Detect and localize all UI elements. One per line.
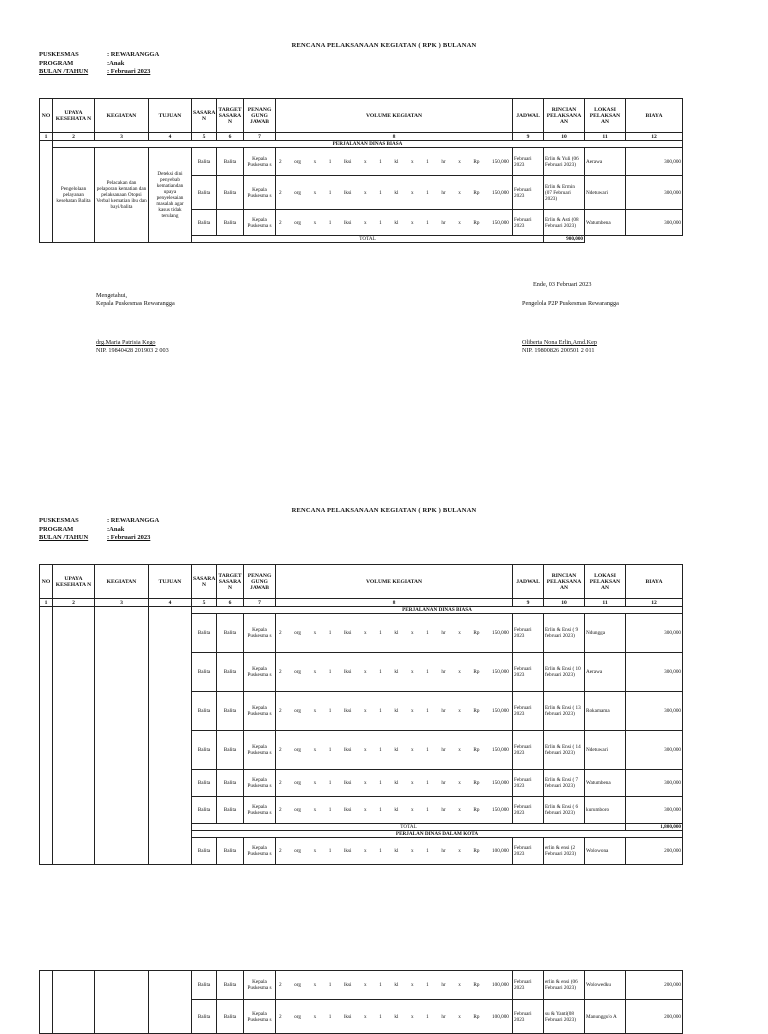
col-jadwal: JADWAL	[513, 99, 544, 133]
rincian-cell: Erlin & Ensi ( 14 februari 2023)	[544, 731, 585, 770]
right-signer-name: Oliberta Nona Erlin,Amd.Kep	[522, 339, 597, 346]
target-cell: Balita	[217, 148, 244, 176]
volume-cell: 2 org x 1 lksi x 1 kl x 1 hr x Rp 100,000	[276, 971, 513, 1000]
col-num-12: 12	[626, 133, 683, 141]
jadwal-cell: Februari 2023	[513, 731, 544, 770]
total-label: TOTAL	[192, 236, 544, 243]
upaya-cell	[53, 971, 95, 1034]
biaya-cell: 300,000	[626, 176, 683, 210]
rincian-cell: Erlin & Asti (08 Februari 2023)	[544, 210, 585, 236]
rincian-cell: Erlin & Ensi ( 13 februari 2023)	[544, 692, 585, 731]
bulan-value: : Februari 2023	[107, 68, 151, 75]
pengelola-label: Pengelola P2P Puskesmas Rewarangga	[522, 300, 619, 307]
col-upaya: UPAYA KESEHATA N	[53, 99, 95, 133]
total-label: TOTAL	[192, 824, 626, 831]
col-num-10: 10	[544, 133, 585, 141]
section-row	[40, 141, 683, 148]
right-signer-nip: NIP. 19800826 200501 2 011	[522, 347, 595, 354]
header-meta	[39, 51, 159, 77]
lokasi-cell: kurumboro	[585, 797, 626, 824]
section-label: PERJALANAN DINAS BIASA	[192, 607, 683, 614]
sasaran-cell: Balita	[192, 971, 217, 1000]
volume-cell: 2 org x 1 lksi x 1 kl x 1 hr x Rp 150,000	[276, 797, 513, 824]
upaya-cell	[53, 607, 95, 865]
col-jadwal: JADWAL	[513, 565, 544, 599]
rpk-table-page1	[39, 98, 683, 243]
lokasi-cell: Aerawa	[585, 653, 626, 692]
target-cell: Balita	[217, 971, 244, 1000]
pj-cell: Kepala Puskesma s	[244, 176, 276, 210]
col-rincian: RINCIAN PELAKSANA AN	[544, 565, 585, 599]
col-kegiatan: KEGIATAN	[95, 565, 149, 599]
total-value: 900,000	[544, 236, 585, 243]
table-header-row	[40, 565, 683, 599]
col-num-9: 9	[513, 133, 544, 141]
program-label: PROGRAM	[39, 525, 74, 533]
column-number-row	[40, 599, 683, 607]
sasaran-cell: Balita	[192, 838, 217, 865]
pj-cell: Kepala Puskesma s	[244, 210, 276, 236]
sasaran-cell: Balita	[192, 148, 217, 176]
table-row	[40, 971, 683, 1000]
pj-cell: Kepala Puskesma s	[244, 797, 276, 824]
volume-cell: 2 org x 1 lksi x 1 kl x 1 hr x Rp 100,000	[276, 1000, 513, 1034]
biaya-cell: 300,000	[626, 692, 683, 731]
col-num-12: 12	[626, 599, 683, 607]
target-cell: Balita	[217, 731, 244, 770]
col-no: NO	[40, 99, 53, 133]
col-num-10: 10	[544, 599, 585, 607]
rincian-cell: erlin & ensi (06 Februari 2023)	[544, 971, 585, 1000]
target-cell: Balita	[217, 797, 244, 824]
lokasi-cell: Rokamama	[585, 692, 626, 731]
no-cell	[40, 971, 53, 1034]
section-label: PERJALANAN DINAS BIASA	[53, 141, 683, 148]
jadwal-cell: Februari 2023	[513, 770, 544, 797]
col-num-6: 6	[217, 599, 244, 607]
kegiatan-cell	[95, 971, 149, 1034]
header-meta-2	[39, 517, 159, 543]
col-sasaran: SASARA N	[192, 565, 217, 599]
lokasi-cell: Wolowona	[585, 838, 626, 865]
sasaran-cell: Balita	[192, 176, 217, 210]
pj-cell: Kepala Puskesma s	[244, 692, 276, 731]
rincian-cell: Erlin & Ermin (07 Februari 2023)	[544, 176, 585, 210]
col-lokasi: LOKASI PELAKSAN AN	[585, 565, 626, 599]
biaya-cell: 300,000	[626, 653, 683, 692]
col-num-7: 7	[244, 599, 276, 607]
no-cell	[40, 607, 53, 865]
rincian-cell: Erlin & Ensi ( 9 februari 2023)	[544, 614, 585, 653]
lokasi-cell: Watumbena	[585, 210, 626, 236]
col-num-3: 3	[95, 599, 149, 607]
sasaran-cell: Balita	[192, 770, 217, 797]
sasaran-cell: Balita	[192, 731, 217, 770]
col-penanggung: PENANG GUNG JAWAB	[244, 99, 276, 133]
left-signer-nip: NIP. 19840428 201903 2 003	[96, 347, 169, 354]
col-num-8: 8	[276, 599, 513, 607]
place-date: Ende, 03 Februari 2023	[533, 281, 592, 288]
volume-cell: 2 org x 1 lksi x 1 kl x 1 hr x Rp 150,000	[276, 176, 513, 210]
col-volume: VOLUME KEGIATAN	[276, 565, 513, 599]
volume-cell: 2 org x 1 lksi x 1 kl x 1 hr x Rp 150,000	[276, 148, 513, 176]
target-cell: Balita	[217, 770, 244, 797]
volume-cell: 2 org x 1 lksi x 1 kl x 1 hr x Rp 100,000	[276, 838, 513, 865]
col-num-2: 2	[53, 133, 95, 141]
lokasi-cell: Ndetuwari	[585, 176, 626, 210]
biaya-cell: 300,000	[626, 770, 683, 797]
pj-cell: Kepala Puskesma s	[244, 1000, 276, 1034]
rpk-table-page2	[39, 564, 683, 865]
jadwal-cell: Februari 2023	[513, 692, 544, 731]
col-num-5: 5	[192, 599, 217, 607]
biaya-cell: 300,000	[626, 148, 683, 176]
table-header-row	[40, 99, 683, 133]
col-num-5: 5	[192, 133, 217, 141]
col-upaya: UPAYA KESEHATA N	[53, 565, 95, 599]
biaya-cell: 200,000	[626, 971, 683, 1000]
kegiatan-cell	[95, 607, 149, 865]
bulan-label: BULAN /TAHUN	[39, 534, 89, 541]
jadwal-cell: Februari 2023	[513, 1000, 544, 1034]
target-cell: Balita	[217, 614, 244, 653]
col-num-6: 6	[217, 133, 244, 141]
puskesmas-value: : REWARANGGA	[107, 51, 160, 58]
mengetahui-label: Mengetahui,	[96, 292, 128, 299]
biaya-cell: 300,000	[626, 614, 683, 653]
rincian-cell: Erlin & Ensi ( 6 februari 2023)	[544, 797, 585, 824]
tujuan-cell: Deteksi dini penyebab kematiandan upaya penyelesaian masalah agar kasus tidak terulang	[149, 148, 192, 243]
sasaran-cell: Balita	[192, 692, 217, 731]
target-cell: Balita	[217, 653, 244, 692]
col-rincian: RINCIAN PELAKSANA AN	[544, 99, 585, 133]
target-cell: Balita	[217, 176, 244, 210]
biaya-cell: 200,000	[626, 1000, 683, 1034]
pj-cell: Kepala Puskesma s	[244, 148, 276, 176]
column-number-row	[40, 133, 683, 141]
bulan-label: BULAN /TAHUN	[39, 68, 89, 75]
col-num-1: 1	[40, 599, 53, 607]
signature-left	[96, 292, 175, 308]
bulan-value: : Februari 2023	[107, 534, 151, 541]
lokasi-cell: Ndetuwari	[585, 731, 626, 770]
col-num-11: 11	[585, 599, 626, 607]
col-no: NO	[40, 565, 53, 599]
program-label: PROGRAM	[39, 59, 74, 67]
col-target: TARGET SASARA N	[217, 565, 244, 599]
sasaran-cell: Balita	[192, 1000, 217, 1034]
puskesmas-label: PUSKESMAS	[39, 517, 79, 524]
sasaran-cell: Balita	[192, 614, 217, 653]
pj-cell: Kepala Puskesma s	[244, 653, 276, 692]
col-num-9: 9	[513, 599, 544, 607]
col-volume: VOLUME KEGIATAN	[276, 99, 513, 133]
target-cell: Balita	[217, 692, 244, 731]
kepala-label: Kepala Puskesmas Rewarangga	[96, 300, 175, 307]
jadwal-cell: Februari 2023	[513, 838, 544, 865]
target-cell: Balita	[217, 1000, 244, 1034]
col-sasaran: SASARA N	[192, 99, 217, 133]
rincian-cell: Erlin & Ensi ( 10 februari 2023)	[544, 653, 585, 692]
lokasi-cell: Watumbena	[585, 770, 626, 797]
sasaran-cell: Balita	[192, 797, 217, 824]
volume-cell: 2 org x 1 lksi x 1 kl x 1 hr x Rp 150,000	[276, 614, 513, 653]
col-num-2: 2	[53, 599, 95, 607]
jadwal-cell: Februari 2023	[513, 653, 544, 692]
sasaran-cell: Balita	[192, 653, 217, 692]
jadwal-cell: Februari 2023	[513, 210, 544, 236]
lokasi-cell: Manunggu'o A	[585, 1000, 626, 1034]
biaya-cell: 300,000	[626, 797, 683, 824]
biaya-cell: 300,000	[626, 210, 683, 236]
rpk-table-page3	[39, 970, 683, 1034]
volume-cell: 2 org x 1 lksi x 1 kl x 1 hr x Rp 150,000	[276, 770, 513, 797]
lokasi-cell: Aerawa	[585, 148, 626, 176]
no-cell	[40, 141, 53, 243]
biaya-cell: 300,000	[626, 731, 683, 770]
document-title: RENCANA PELAKSANAAN KEGIATAN ( RPK ) BULANAN	[291, 42, 477, 49]
col-biaya: BIAYA	[626, 565, 683, 599]
target-cell: Balita	[217, 838, 244, 865]
biaya-cell: 200,000	[626, 838, 683, 865]
tujuan-cell	[149, 971, 192, 1034]
pj-cell: Kepala Puskesma s	[244, 614, 276, 653]
col-target: TARGET SASARA N	[217, 99, 244, 133]
volume-cell: 2 org x 1 lksi x 1 kl x 1 hr x Rp 150,000	[276, 653, 513, 692]
jadwal-cell: Februari 2023	[513, 971, 544, 1000]
rincian-cell: Erlin & Yuli (06 Februari 2023)	[544, 148, 585, 176]
volume-cell: 2 org x 1 lksi x 1 kl x 1 hr x Rp 150,000	[276, 731, 513, 770]
volume-cell: 2 org x 1 lksi x 1 kl x 1 hr x Rp 150,000	[276, 210, 513, 236]
jadwal-cell: Februari 2023	[513, 148, 544, 176]
pj-cell: Kepala Puskesma s	[244, 731, 276, 770]
rincian-cell: su & Yanti(08 Februari 2023)	[544, 1000, 585, 1034]
pj-cell: Kepala Puskesma s	[244, 770, 276, 797]
tujuan-cell	[149, 607, 192, 865]
signature-left-name	[96, 339, 169, 355]
col-num-7: 7	[244, 133, 276, 141]
col-num-1: 1	[40, 133, 53, 141]
target-cell: Balita	[217, 210, 244, 236]
jadwal-cell: Februari 2023	[513, 614, 544, 653]
col-num-3: 3	[95, 133, 149, 141]
puskesmas-value: : REWARANGGA	[107, 517, 160, 524]
signature-right-name	[522, 339, 597, 355]
section-row	[40, 607, 683, 614]
col-tujuan: TUJUAN	[149, 565, 192, 599]
col-lokasi: LOKASI PELAKSAN AN	[585, 99, 626, 133]
left-signer-name: drg.Maria Patrisia Kego	[96, 339, 156, 346]
col-num-4: 4	[149, 133, 192, 141]
sasaran-cell: Balita	[192, 210, 217, 236]
volume-cell: 2 org x 1 lksi x 1 kl x 1 hr x Rp 150,000	[276, 692, 513, 731]
section-label-2: PERJALAN DINAS DALAM KOTA	[192, 831, 683, 838]
jadwal-cell: Februari 2023	[513, 176, 544, 210]
lokasi-cell: Ndungga	[585, 614, 626, 653]
col-num-8: 8	[276, 133, 513, 141]
total-value: 1,800,000	[626, 824, 683, 831]
col-biaya: BIAYA	[626, 99, 683, 133]
col-num-11: 11	[585, 133, 626, 141]
col-tujuan: TUJUAN	[149, 99, 192, 133]
pj-cell: Kepala Puskesma s	[244, 838, 276, 865]
pj-cell: Kepala Puskesma s	[244, 971, 276, 1000]
kegiatan-cell: Pelacakan dan pelaporan kematian dan pelaksanaan Otopsi Verbal kematian ibu dan bayi/balita	[95, 148, 149, 243]
puskesmas-label: PUSKESMAS	[39, 51, 79, 58]
col-num-4: 4	[149, 599, 192, 607]
program-value: :Anak	[107, 525, 125, 533]
col-penanggung: PENANG GUNG JAWAB	[244, 565, 276, 599]
rincian-cell: Erlin & Ensi ( 7 februari 2023)	[544, 770, 585, 797]
program-value: :Anak	[107, 59, 125, 67]
lokasi-cell: Wolowedku	[585, 971, 626, 1000]
rincian-cell: erlin & ensi (2 Februari 2023)	[544, 838, 585, 865]
document-title-2: RENCANA PELAKSANAAN KEGIATAN ( RPK ) BULANAN	[291, 507, 477, 514]
table-row	[40, 148, 683, 176]
upaya-cell: Pengelolaan pelayanan kesehatan Balita	[53, 148, 95, 243]
jadwal-cell: Februari 2023	[513, 797, 544, 824]
col-kegiatan: KEGIATAN	[95, 99, 149, 133]
